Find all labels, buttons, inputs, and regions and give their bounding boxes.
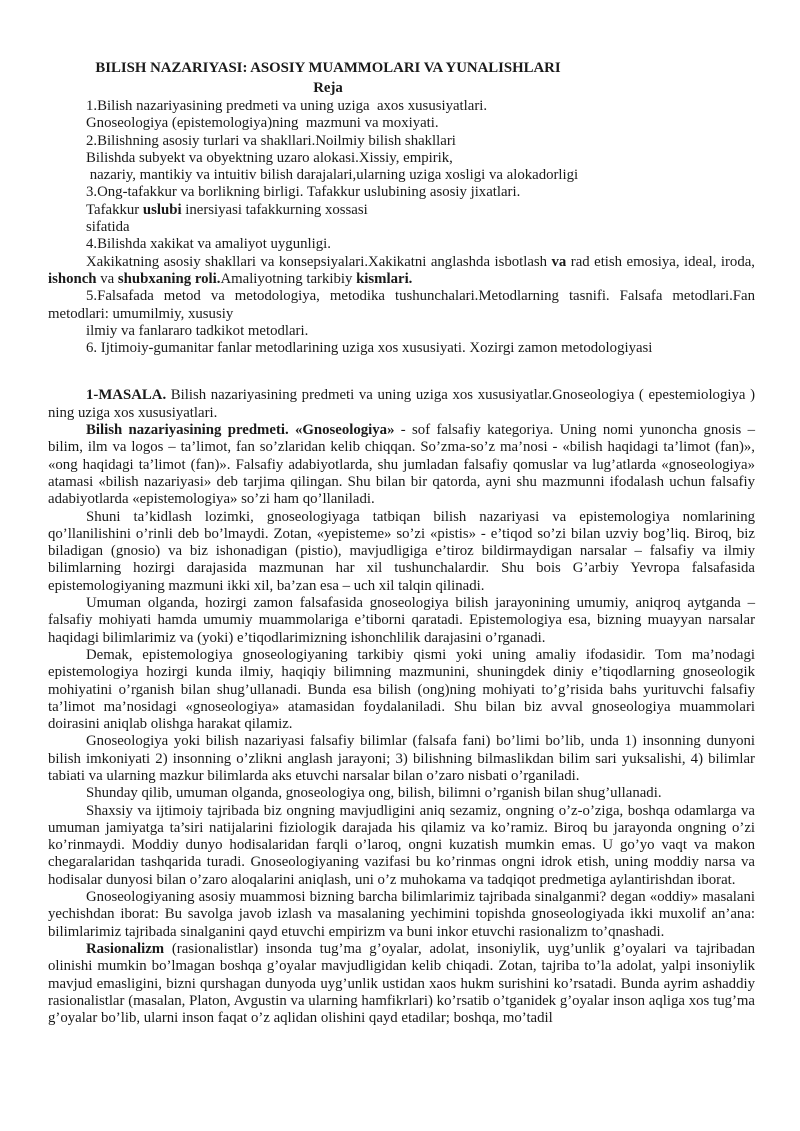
text-run: 6. Ijtimoiy-gumanitar fanlar metodlarining uziga xos xususiyati. Xozirgi zamon metodologiyasi (86, 340, 653, 357)
paragraph (48, 422, 755, 508)
bold-text-run: Bilish nazariyasining predmeti. «Gnoseologiya» (86, 422, 395, 439)
text-run: Umuman olganda, hozirgi zamon falsafasida gnoseologiya bilish jarayonining umumiy, aniqroq aytganda – falsafiy mohiyati hamda umumiy muammolariga e’tiborni qaratadi. Epistemologiya esa, bizning muayyan narsalar haqidagi bilimlarimiz va (yoki) e’tiqodlarimizning ishonchlilik darajasini o’rganadi. (48, 595, 755, 646)
plan-line (48, 202, 755, 219)
bold-text-run: shubxaning roli. (117, 270, 221, 287)
text-run: sifatida (86, 219, 130, 236)
text-run: 1.Bilish nazariyasining predmeti va uning uziga axos xususiyatlari. (86, 98, 488, 114)
text-run: Tafakkur (86, 201, 143, 218)
text-run: ilmiy va fanlararo tadkikot metodlari. (86, 322, 309, 339)
text-run: 2.Bilishning asosiy turlari va shakllari.Noilmiy bilish shakllari (86, 132, 456, 149)
paragraph (48, 889, 755, 941)
text-run: 4.Bilishda xakikat va amaliyot uygunligi. (86, 236, 331, 253)
text-run: Bilishda subyekt va obyektning uzaro alokasi.Xissiy, empirik, (86, 149, 453, 166)
text-run: rad etish emosiya, ideal, iroda, (566, 253, 756, 270)
bold-text-run: 1-MASALA. (86, 387, 167, 404)
plan-line (48, 115, 755, 132)
document-header (48, 58, 608, 98)
body-paragraphs (48, 387, 755, 1027)
text-run: Shunday qilib, umuman olganda, gnoseologiya ong, bilish, bilimni o’rganish bilan shug’ullanadi. (86, 785, 662, 802)
paragraph (48, 785, 755, 802)
plan-line (48, 133, 755, 150)
text-run: Amaliyotning tarkibiy (220, 270, 357, 287)
plan-line (48, 323, 755, 340)
text-run: Gnoseologiya (epistemologiya)ning mazmuni va moxiyati. (86, 115, 439, 132)
plan-line (48, 340, 755, 357)
bold-text-run: ishonch (48, 270, 97, 287)
text-run: Gnoseologiyaning asosiy muammosi bizning barcha bilimlarimiz tajribada sinalganmi? degan «oddiy» masalani yechishdan iborat: Bu savolga javob izlash va masalaning yechimini topishda gnoseologiyada ikki muxolif an’ana: bilimlarimiz tajribada sinalganini qayd etuvchi empirizm va buni inkor etuvchi rasionalizm to’qnashadi. (48, 889, 755, 940)
bold-text-run: Rasionalizm (86, 940, 165, 957)
plan-line (48, 219, 755, 236)
text-run: va (96, 270, 118, 287)
text-run: nazariy, mantikiy va intuitiv bilish darajalari,ularning uziga xosligi va alokadorligi (86, 167, 579, 184)
paragraph (48, 387, 755, 422)
plan-line (48, 98, 755, 115)
paragraph (48, 941, 755, 1027)
bold-text-run: uslubi (142, 201, 182, 218)
paragraph (48, 803, 755, 889)
paragraph (48, 595, 755, 647)
plan-list (48, 98, 755, 357)
plan-line (48, 150, 755, 167)
text-run: inersiyasi tafakkurning xossasi (181, 201, 368, 218)
text-run: 3.Ong-tafakkur va borlikning birligi. Tafakkur uslubining asosiy jixatlari. (86, 184, 521, 201)
bold-text-run: kismlari. (356, 270, 413, 287)
text-run: Demak, epistemologiya gnoseologiyaning tarkibiy qismi yoki uning amaliy ifodasidir. Tom ma’nodagi epistemologiya hozirgi kunda ilmiy, haqiqiy bilimning mazmunini, shuningdek diniy e’tiqodlarning gnoseologik mohiyatini o’rganish bilan shug’ullanadi. Bunda esa bilish (ong)ning mohiyati to’g’risida bahs yurituvchi falsafiy ta’limot ma’nosidagi «gnoseologiya» atamasidan foydalaniladi. Shu bilan biz avval gnoseologiya muammolari doirasini aniqlab olishga harakat qilamiz. (48, 646, 755, 733)
paragraph (48, 509, 755, 595)
document-title: BILISH NAZARIYASI: ASOSIY MUAMMOLARI VA YUNALISHLARI (95, 60, 561, 76)
text-run: Shuni ta’kidlash lozimki, gnoseologiyaga tatbiqan bilish nazariyasi va epistemologiya nomlarining qo’llanilishini o’rinli deb bo’lmaydi. Zotan, «yepisteme» so’zi «pistis» - e’tiqod so’zi bilan uzviy bog’liq. Biroq, biz biladigan (gnosio) va biz ishonadigan (pistio), mavjudligiga e’tiroz bildirmaydigan narsalar – falsafiy va ilmiy bilimlarning hozirgi darajasida mazmunan har xil tushunchalardir. Shu bois G’arbiy Yevropa falsafasida epistemologiyaning mazmuni ikki xil, ba’zan esa – uch xil talqin qilinadi. (48, 508, 755, 594)
plan-line (48, 184, 755, 201)
text-run: Shaxsiy va ijtimoiy tajribada biz ongning mavjudligini aniq sezamiz, ongning o’z-o’ziga, boshqa odamlarga va umuman jamiyatga ta’siri natijalarini fiziologik darajada his qilamiz va ko’ramiz. Biroq bu jarayonda ongning o’zi ko’rinmaydi. Moddiy dunyo hodisalaridan farqli o’laroq, ongni kuzatish mumkin emas. U go’yo vaqt va makon chegaralaridan tashqarida turadi. Gnoseologiyaning vazifasi bu ko’rinmas ongni idrok etish, uning moddiy narsa va hodisalar dunyosi bilan o’zaro aloqalarini aniqlash, uni o’z muhokama va tadqiqot predmetiga aylantirishdan iborat. (48, 802, 755, 888)
paragraph (48, 254, 755, 289)
bold-text-run: va (551, 253, 567, 270)
paragraph (48, 733, 755, 785)
paragraph (48, 288, 755, 323)
text-run: Xakikatning asosiy shakllari va konsepsiyalari.Xakikatni anglashda isbotlash (86, 253, 552, 270)
text-run: Bilish nazariyasining predmeti va uning uziga xos xususiyatlar.Gnoseologiya ( epestemiologiya ) ning uziga xos xususiyatlari. (48, 387, 755, 421)
document-subtitle: Reja (313, 80, 343, 96)
text-run: 5.Falsafada metod va metodologiya, metodika tushunchalari.Metodlarning tasnifi. Falsafa metodlari.Fan metodlari: umumilmiy, xususiy (48, 288, 755, 322)
text-run: (rasionalistlar) insonda tug’ma g’oyalar, adolat, insoniylik, uyg’unlik g’oyalari va tajribadan olinishi mumkin bo’lmagan boshqa g’oyalar mavjudligidan kelib chiqadi. Zotan, tajriba to’la adolat, yalpi insoniylik mavjud emasligini, bizni qurshagan dunyoda uyg’unlik ustidan xaos hukm surishini ko’rsatadi. Bunda ayrim ashaddiy rasionalistlar (masalan, Platon, Avgustin va ularning hamfikrlari) ko’rsatib o’tganidek g’oyalar inson aqliga xos tug’ma g’oyalar bo’lib, ularni inson faqat o’z aqlidan olishini qayd etadilar; boshqa, mo’tadil (48, 940, 755, 1027)
paragraph (48, 647, 755, 733)
plan-line (48, 167, 755, 184)
plan-line (48, 236, 755, 253)
text-run: - sof falsafiy kategoriya. Uning nomi yunoncha gnosis – bilim, ilm va logos – ta’limot, fan so’zlaridan kelib chiqqan. So’zma-so’z ma’nosi - «bilish haqidagi ta’limot (fan)», «ong haqidagi ta’limot (fan)». Falsafiy adabiyotlarda, shu jumladan falsafiy qomuslar va lug’atlarda «gnoseologiya» atamasi «bilish nazariyasi» deb tarjima qilingan. Shu bilan bir qatorda, ayni shu mazmunni ifodalash uchun falsafiy adabiyotlarda «epistemologiya» so’zi ham qo’llaniladi. (48, 422, 755, 508)
text-run: Gnoseologiya yoki bilish nazariyasi falsafiy bilimlar (falsafa fani) bo’limi bo’lib, unda 1) insonning dunyoni bilish imkoniyati 2) insonning o’zlikni anglash jarayoni; 3) bilishning bilmaslikdan bilim sari yuksalishi, 4) bilimlar tabiati va ularning mazkur bilimlarda aks etuvchi narsalar bilan o’zaro nisbati o’rganiladi. (48, 733, 755, 784)
